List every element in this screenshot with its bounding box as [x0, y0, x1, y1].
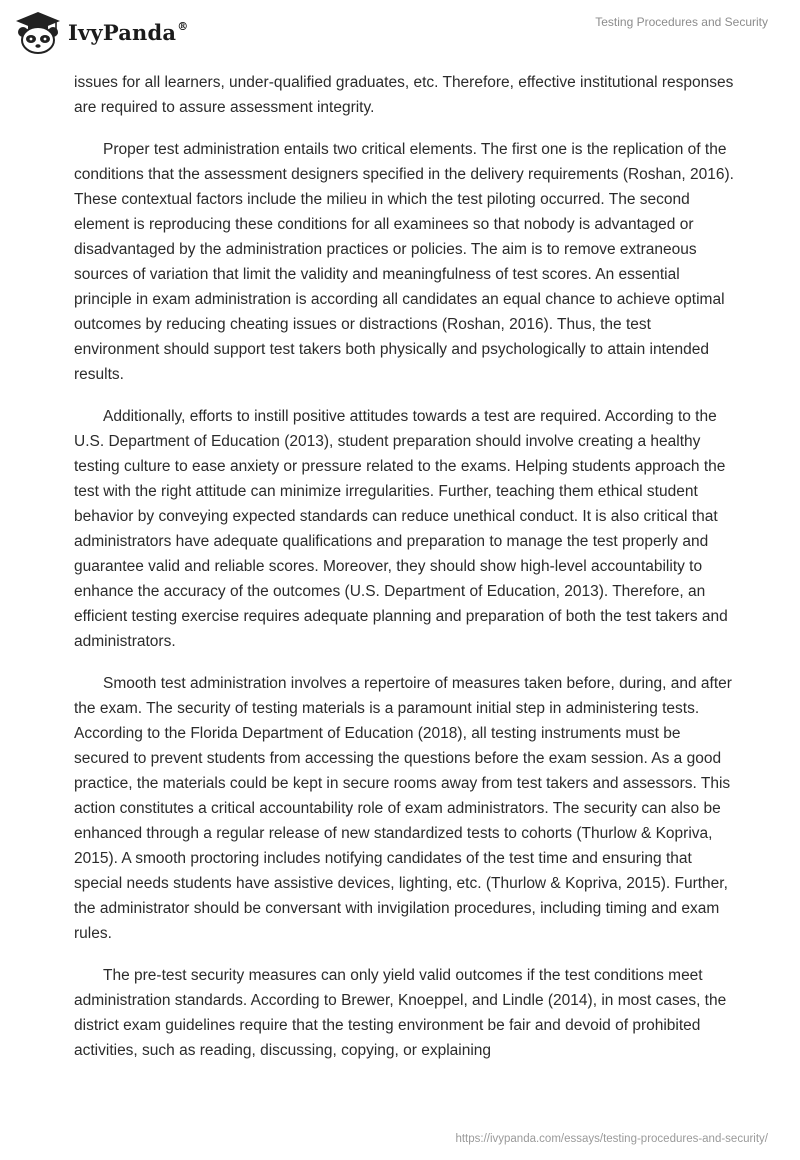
- page-header: [0, 0, 800, 64]
- essay-body: [74, 70, 734, 1080]
- paragraph: The pre-test security measures can only yield valid outcomes if the test conditions meet administration standards. According to Brewer, Knoeppel, and Lindle (2014), in most cases, the district exam guidelines require that the testing environment be fair and devoid of prohibited activities, such as reading, discussing, copying, or explaining: [74, 967, 727, 1059]
- panda-graduate-icon: [14, 10, 62, 54]
- brand-name: IvyPanda®: [68, 19, 189, 45]
- brand-logo[interactable]: [14, 10, 188, 54]
- paragraph: issues for all learners, under-qualified graduates, etc. Therefore, effective institutional responses are required to assure assessment integrity.: [74, 74, 734, 116]
- paragraph: Proper test administration entails two critical elements. The first one is the replication of the conditions that the assessment designers specified in the delivery requirements (Roshan, 2016). These contextual factors include the milieu in which the test piloting occurred. The second element is reproducing these conditions for all examinees so that nobody is advantaged or disadvantaged by the administration practices or policies. The aim is to remove extraneous sources of variation that limit the validity and meaningfulness of test scores. An essential principle in exam administration is according all candidates an equal chance to achieve optimal outcomes by reducing cheating issues or distractions (Roshan, 2016). Thus, the test environment should support test takers both physically and psychologically to attain intended results.: [74, 141, 734, 383]
- paragraph: Additionally, efforts to instill positive attitudes towards a test are required. According to the U.S. Department of Education (2013), student preparation should involve creating a healthy testing culture to ease anxiety or pressure related to the exams. Helping students approach the test with the right attitude can minimize irregularities. Further, teaching them ethical student behavior by conveying expected standards can reduce unethical conduct. It is also critical that administrators have adequate qualifications and preparation to manage the test properly and guarantee valid and reliable scores. Moreover, they should show high-level accountability to enhance the accuracy of the outcomes (U.S. Department of Education, 2013). Therefore, an efficient testing exercise requires adequate planning and preparation of both the test takers and administrators.: [74, 408, 728, 650]
- source-url[interactable]: https://ivypanda.com/essays/testing-procedures-and-security/: [455, 1133, 768, 1145]
- paragraph: Smooth test administration involves a repertoire of measures taken before, during, and after the exam. The security of testing materials is a paramount initial step in administering tests. According to the Florida Department of Education (2018), all testing instruments must be secured to prevent students from accessing the questions before the exam session. As a good practice, the materials could be kept in secure rooms away from test takers and assessors. This action constitutes a critical accountability role of exam administrators. The security can also be enhanced through a regular release of new standardized tests to cohorts (Thurlow & Kopriva, 2015). A smooth proctoring includes notifying candidates of the test time and ensuring that special needs students have assistive devices, lighting, etc. (Thurlow & Kopriva, 2015). Further, the administrator should be conversant with invigilation procedures, including timing and exam rules.: [74, 675, 732, 942]
- document-title: Testing Procedures and Security: [595, 15, 768, 29]
